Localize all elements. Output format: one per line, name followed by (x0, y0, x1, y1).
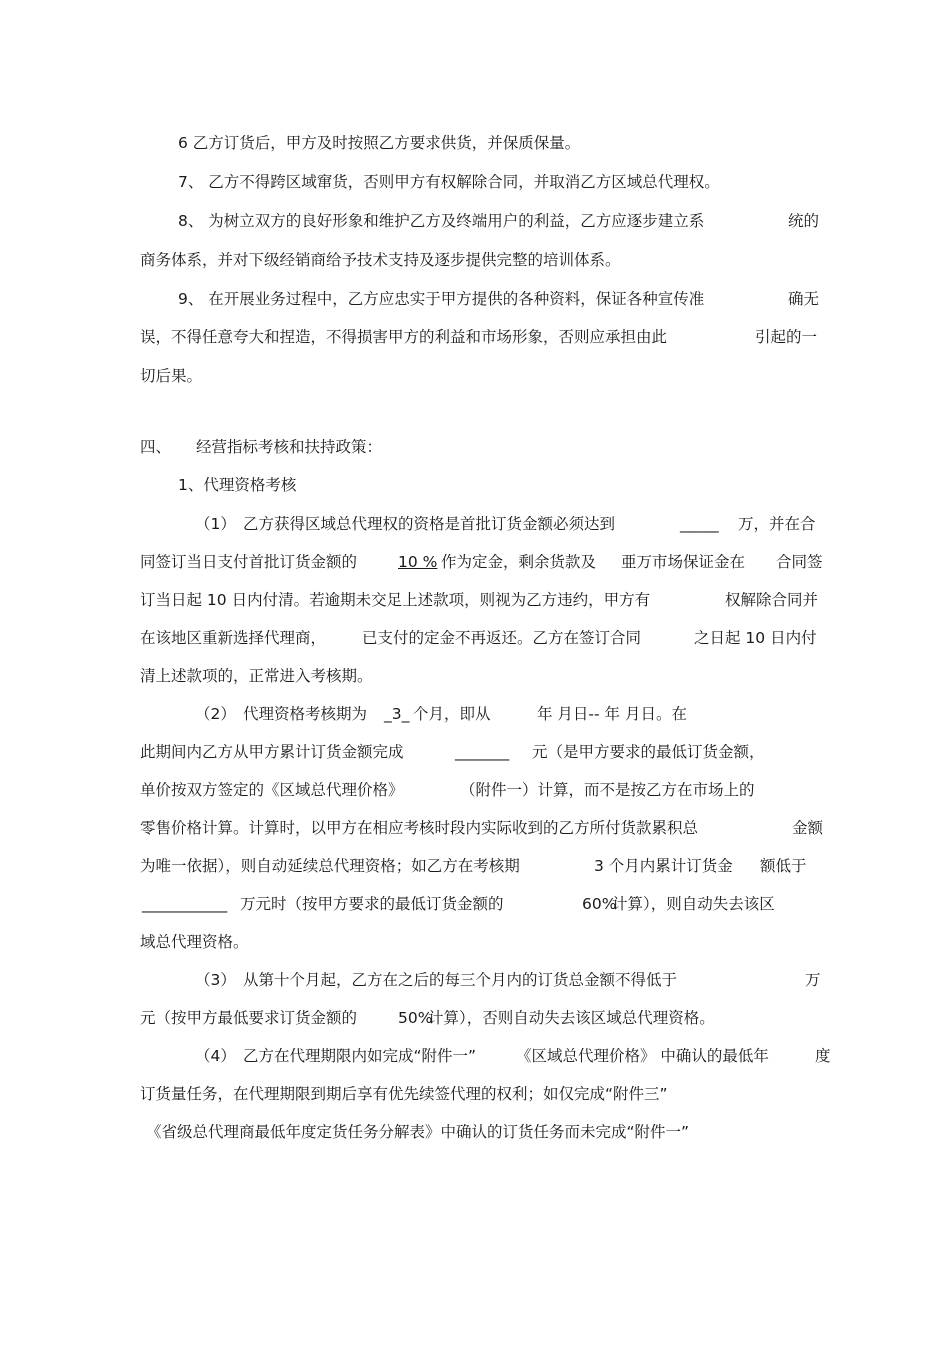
p1-line-3b: 权解除合同并 (725, 591, 819, 609)
p2-percent-60: 60% (582, 895, 617, 913)
item-6: 6 乙方订货后，甲方及时按照乙方要求供货，并保质保量。 (178, 134, 581, 152)
section-4-number: 四、 (140, 438, 172, 456)
p4-line-3: 《省级总代理商最低年度定货任务分解表》中确认的订货任务而未完成“附件一” (146, 1123, 690, 1141)
p3-percent-50: 50% (398, 1009, 433, 1027)
p2-line-2c: 元（是甲方要求的最低订货金额， (532, 743, 765, 761)
p1-line-5: 清上述款项的，正常进入考核期。 (140, 667, 373, 685)
p2-line-5c: 额低于 (760, 857, 807, 875)
item-9-line-1a: 9、 在开展业务过程中，乙方应忠实于甲方提供的各种资料，保证各种宣传准 (178, 290, 705, 308)
p1-number: （1） (195, 515, 236, 533)
p4-line-1c: 《区域总代理价格》 中确认的最低年 (516, 1047, 769, 1065)
p2-line-4b: 金额 (792, 819, 824, 837)
p1-line-4c: 之日起 10 日内付 (694, 629, 817, 647)
section-4-title: 经营指标考核和扶持政策： (196, 438, 383, 456)
p1-line-1: 乙方获得区域总代理权的资格是首批订货金额必须达到 (243, 515, 616, 533)
p3-line-1c: 万 (805, 971, 821, 989)
p1-line-4a: 在该地区重新选择代理商， (140, 629, 327, 647)
p4-line-2: 订货量任务，在代理期限到期后享有优先续签代理的权利；如仅完成“附件三” (140, 1085, 668, 1103)
p2-line-3b: （附件一）计算，而不是按乙方在市场上的 (460, 781, 755, 799)
p2-number: （2） (195, 705, 236, 723)
item-8-line-2: 商务体系，并对下级经销商给予技术支持及逐步提供完整的培训体系。 (140, 251, 621, 269)
p3-line-2a: 元（按甲方最低要求订货金额的 (140, 1009, 358, 1027)
item-7: 7、 乙方不得跨区域窜货，否则甲方有权解除合同，并取消乙方区域总代理权。 (178, 173, 720, 191)
p2-line-7: 域总代理资格。 (140, 933, 249, 951)
p4-line-1b: 乙方在代理期限内如完成“附件一” (243, 1047, 477, 1065)
p2-line-2a: 此期间内乙方从甲方累计订货金额完成 (140, 743, 404, 761)
p2-period-months: _3_ (384, 705, 410, 723)
item-8-line-1b: 统的 (788, 212, 820, 230)
p3-number: （3） (195, 971, 236, 989)
p3-line-1b: 从第十个月起，乙方在之后的每三个月内的订货总金额不得低于 (243, 971, 678, 989)
p4-number: （4） (195, 1047, 236, 1065)
p1-blank-amount: _____ (680, 515, 719, 533)
p2-line-1d: 个月，即从 (413, 705, 491, 723)
item-8-line-1a: 8、 为树立双方的良好形象和维护乙方及终端用户的利益，乙方应逐步建立系 (178, 212, 705, 230)
item-9-line-3: 切后果。 (140, 367, 203, 385)
p4-line-1d: 度 (815, 1047, 831, 1065)
p2-line-3a: 单价按双方签定的《区域总代理价格》 (140, 781, 404, 799)
p2-line-1b: 代理资格考核期为 (243, 705, 368, 723)
p1-deposit-percent: 10 % (398, 553, 438, 571)
item-9-line-1b: 确无 (788, 290, 820, 308)
p1-line-4b: 已支付的定金不再返还。乙方在签订合同 (362, 629, 642, 647)
p2-blank-amount-2: ___________ (142, 895, 228, 913)
subsection-1-title: 1、代理资格考核 (178, 476, 297, 494)
p1-line-2d: 亜万市场保证金在 (621, 553, 746, 571)
item-9-line-2a: 误，不得任意夸大和捏造，不得损害甲方的利益和市场形象，否则应承担由此 (140, 328, 668, 346)
p1-line-2a: 同签订当日支付首批订货金额的 (140, 553, 358, 571)
p1-line-1-end: 万，并在合 (738, 515, 816, 533)
p2-line-4a: 零售价格计算。计算时，以甲方在相应考核时段内实际收到的乙方所付货款累积总 (140, 819, 699, 837)
p3-line-2c: 计算），否则自动失去该区域总代理资格。 (428, 1009, 715, 1027)
p2-line-6d: 计算），则自动失去该区 (612, 895, 775, 913)
p2-line-5a: 为唯一依据），则自动延续总代理资格；如乙方在考核期 (140, 857, 520, 875)
p1-line-2c: 作为定金，剩余货款及 (441, 553, 597, 571)
p2-line-6b: 万元时（按甲方要求的最低订货金额的 (240, 895, 504, 913)
item-9-line-2b: 引起的一 (755, 328, 818, 346)
p2-blank-amount: _______ (455, 743, 510, 761)
p2-date-range: 年 月日-- 年 月日。在 (537, 705, 687, 723)
p1-line-2e: 合同签 (776, 553, 823, 571)
p1-line-3a: 订当日起 10 日内付清。若逾期未交足上述款项，则视为乙方违约，甲方有 (140, 591, 651, 609)
p2-line-5b: 3 个月内累计订货金 (594, 857, 733, 875)
